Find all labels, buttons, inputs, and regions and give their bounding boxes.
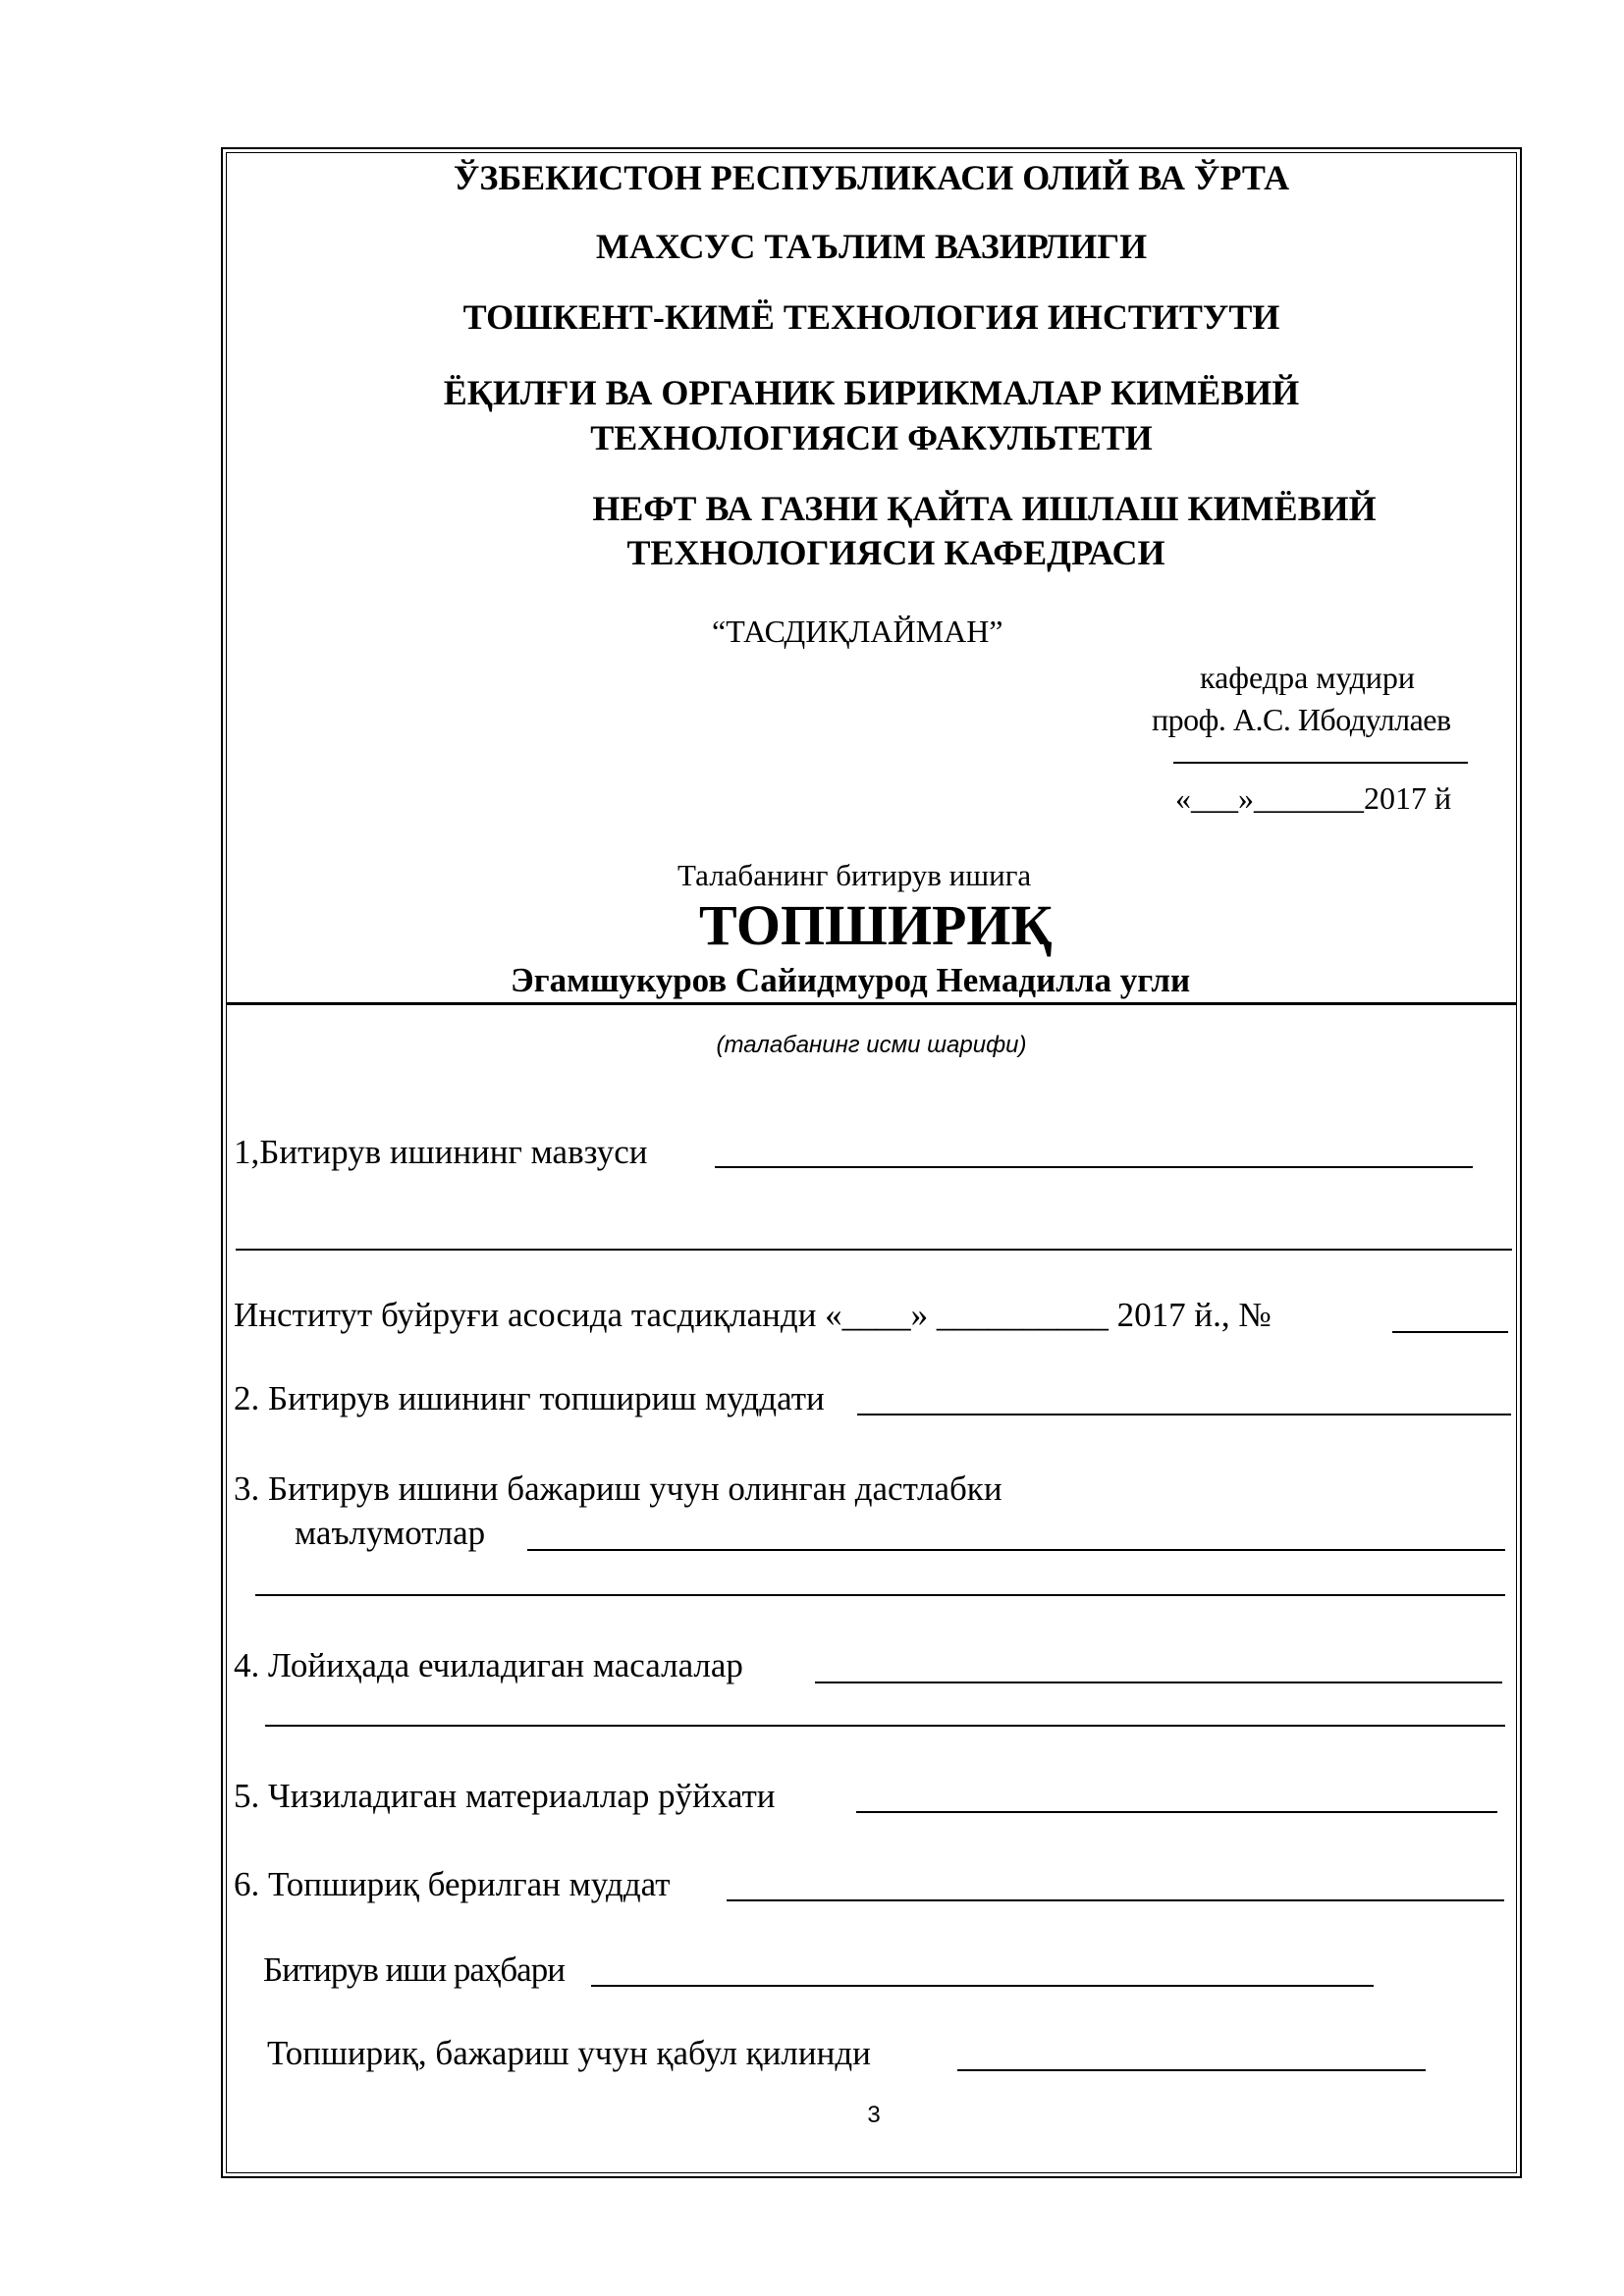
assignment-title: ТОПШИРИҚ (699, 893, 1053, 957)
approval-role: кафедра мудири (1200, 660, 1416, 695)
field-initial-data-line[interactable] (527, 1549, 1505, 1551)
field-initial-data-line-2[interactable] (255, 1594, 1505, 1596)
field-initial-data-label-2: маълумотлар (295, 1514, 486, 1552)
field-order-number-line[interactable] (1392, 1331, 1508, 1333)
faculty-line-2: ТЕХНОЛОГИЯСИ ФАКУЛЬТЕТИ (590, 418, 1153, 457)
approval-date: «___»_______2017 й (1175, 780, 1452, 816)
field-tasks-line[interactable] (815, 1682, 1502, 1683)
header-divider (226, 1002, 1517, 1005)
approval-title: “ТАСДИҚЛАЙМАН” (712, 614, 1003, 649)
page-number: 3 (867, 2102, 881, 2128)
field-order-label: Институт буйруғи асосида тасдиқланди «____» __________ 2017 й., № (234, 1296, 1272, 1334)
department-line-2: ТЕХНОЛОГИЯСИ КАФЕДРАСИ (626, 533, 1165, 572)
field-initial-data-label-1: 3. Битирув ишини бажариш учун олинган дастлабки (234, 1469, 1002, 1508)
approval-signature-line (1173, 762, 1468, 764)
field-topic-line[interactable] (715, 1166, 1473, 1168)
field-deadline-line[interactable] (857, 1414, 1511, 1415)
field-accepted-label: Топшириқ, бажариш учун қабул қилинди (267, 2034, 871, 2072)
assignment-subtitle: Талабанинг битирув ишига (677, 858, 1032, 892)
institute-name: ТОШКЕНТ-КИМЁ ТЕХНОЛОГИЯ ИНСТИТУТИ (462, 297, 1280, 337)
student-name: Эгамшукуров Сайидмурод Немадилла угли (511, 961, 1191, 999)
field-accepted-line[interactable] (957, 2069, 1426, 2071)
faculty-line-1: ЁҚИЛҒИ ВА ОРГАНИК БИРИКМАЛАР КИМЁВИЙ (443, 373, 1300, 412)
field-topic-line-2[interactable] (236, 1249, 1512, 1251)
approval-name: проф. А.С. Ибодуллаев (1152, 702, 1451, 737)
field-drawings-label: 5. Чизиладиган материаллар рўйхати (234, 1777, 776, 1815)
field-tasks-label: 4. Лойиҳада ечиладиган масалалар (234, 1646, 743, 1684)
student-name-caption: (талабанинг исми шарифи) (716, 1032, 1027, 1058)
field-tasks-line-2[interactable] (265, 1725, 1505, 1727)
field-supervisor-line[interactable] (591, 1985, 1374, 1987)
department-line-1: НЕФТ ВА ГАЗНИ ҚАЙТА ИШЛАШ КИМЁВИЙ (592, 489, 1377, 528)
field-given-date-line[interactable] (727, 1899, 1504, 1901)
field-deadline-label: 2. Битирув ишининг топшириш муддати (234, 1379, 825, 1417)
field-topic-label: 1,Битирув ишининг мавзуси (234, 1133, 648, 1171)
field-drawings-line[interactable] (856, 1811, 1497, 1813)
ministry-line-2: МАХСУС ТАЪЛИМ ВАЗИРЛИГИ (595, 227, 1148, 266)
ministry-line-1: ЎЗБЕКИСТОН РЕСПУБЛИКАСИ ОЛИЙ ВА ЎРТА (453, 158, 1290, 197)
field-supervisor-label: Битирув иши раҳбари (263, 1950, 565, 1989)
field-given-date-label: 6. Топшириқ берилган муддат (234, 1865, 671, 1903)
